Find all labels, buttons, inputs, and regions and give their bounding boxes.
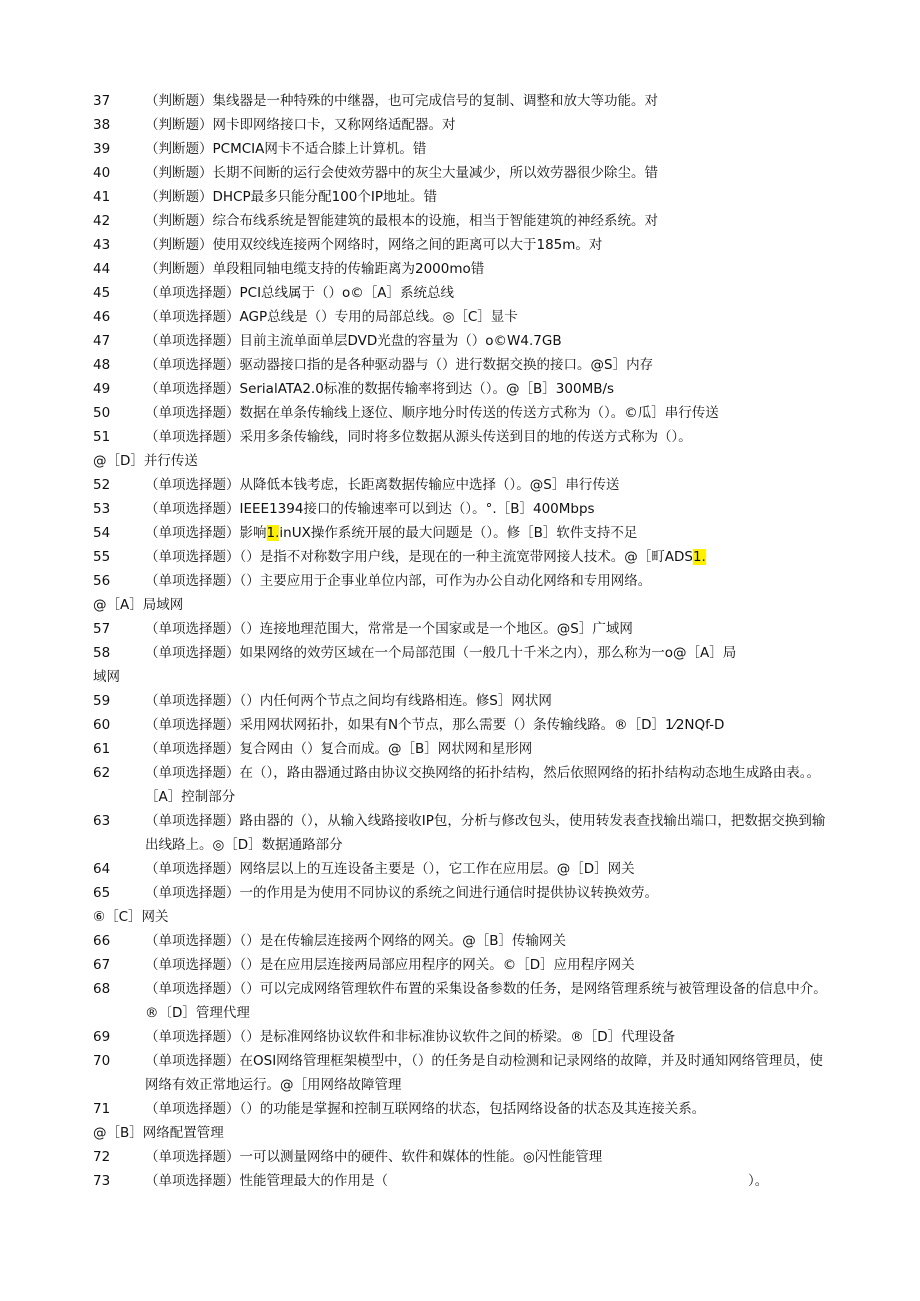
question-text: （单项选择题）在OSI网络管理框架模型中，（）的任务是自动检测和记录网络的故障，并及时通知网络管理员，使网络有效正常地运行。@［用网络故障管理 [145,1053,823,1093]
highlighted-text: 1. [692,549,706,565]
question-text: （单项选择题）网络层以上的互连设备主要是（），它工作在应用层。@［D］网关 [145,861,635,877]
question-text: （单项选择题）如果网络的效劳区域在一个局部范围（一般几十千米之内），那么称为一o@［A］局 [145,645,737,661]
question-number: 51 [93,429,111,445]
question-item [93,1145,828,1169]
question-item [93,569,828,593]
question-number: 62 [93,765,111,781]
question-text: （单项选择题）复合网由（）复合而成。@［B］网状网和星形网 [145,741,533,757]
question-number: 68 [93,981,111,997]
question-item [93,521,828,545]
answer-continuation: ⑥［C］网关 [93,909,169,925]
question-text: （单项选择题）（）是在传输层连接两个网络的网关。@［B］传输网关 [145,933,567,949]
question-number: 38 [93,117,111,133]
question-item [93,161,828,185]
question-item [93,1097,828,1121]
question-text: （单项选择题）采用多条传输线，同时将多位数据从源头传送到目的地的传送方式称为（）。 [145,429,692,445]
question-item [93,1025,828,1049]
question-number: 45 [93,285,111,301]
question-item [93,857,828,881]
question-text [145,525,637,541]
question-item [93,1049,828,1097]
question-number: 66 [93,933,111,949]
question-number: 65 [93,885,111,901]
question-text: （单项选择题）AGP总线是（）专用的局部总线。◎［C］显卡 [145,309,518,325]
question-item [93,809,828,857]
question-item [93,209,828,233]
highlighted-text: 1. [266,525,280,541]
text-segment: （单项选择题）影响 [145,525,267,541]
question-text: （单项选择题）路由器的（），从输入线路接收IP包，分析与修改包头，使用转发表查找输出端口，把数据交换到输出线路上。◎［D］数据通路部分 [145,813,826,853]
question-number: 44 [93,261,111,277]
question-item [93,353,828,377]
question-text: （单项选择题）驱动器接口指的是各种驱动器与（）进行数据交换的接口。@S］内存 [145,357,654,373]
question-number: 37 [93,93,111,109]
question-text: （单项选择题）一的作用是为使用不同协议的系统之间进行通信时提供协议转换效劳。 [145,885,658,901]
question-item [93,929,828,953]
question-item [93,1169,828,1193]
question-text: （判断题）综合布线系统是智能建筑的最根本的设施，相当于智能建筑的神经系统。对 [145,213,658,229]
question-number: 73 [93,1173,111,1189]
question-text: （单项选择题）从降低本钱考虑，长距离数据传输应中选择（）。@S］串行传送 [145,477,620,493]
question-item [93,329,828,353]
question-number: 67 [93,957,111,973]
question-item [93,977,828,1025]
text-segment: inUX操作系统开展的最大问题是（）。修［B］软件支持不足 [279,525,638,541]
question-number: 43 [93,237,111,253]
question-number: 54 [93,525,111,541]
question-text [145,1173,768,1189]
answer-continuation: 域网 [93,669,120,685]
question-item [93,545,828,569]
question-number: 57 [93,621,111,637]
question-number: 60 [93,717,111,733]
question-item [93,761,828,809]
question-text: （单项选择题）数据在单条传输线上逐位、顺序地分时传送的传送方式称为（）。©瓜］串行传送 [145,405,719,421]
question-number: 56 [93,573,111,589]
question-number: 52 [93,477,111,493]
question-item [93,497,828,521]
question-number: 71 [93,1101,111,1117]
question-text: （单项选择题）（）内任何两个节点之间均有线路相连。修S］网状网 [145,693,552,709]
question-number: 41 [93,189,111,205]
question-item [93,377,828,401]
question-number: 64 [93,861,111,877]
question-number: 63 [93,813,111,829]
question-text: （单项选择题）目前主流单面单层DVD光盘的容量为（）o©W4.7GB [145,333,562,349]
question-number: 47 [93,333,111,349]
question-item [93,737,828,761]
question-number: 59 [93,693,111,709]
question-text: （判断题）单段粗同轴电缆支持的传输距离为2000mo错 [145,261,485,277]
question-number: 39 [93,141,111,157]
answer-continuation: @［B］网络配置管理 [93,1125,224,1141]
question-text: （单项选择题）在（），路由器通过路由协议交换网络的拓扑结构，然后依照网络的拓扑结构动态地生成路由表。。［A］控制部分 [145,765,820,805]
question-text: （判断题）长期不间断的运行会使效劳器中的灰尘大量减少，所以效劳器很少除尘。错 [145,165,658,181]
question-item [93,713,828,737]
question-number: 48 [93,357,111,373]
question-text: （单项选择题）采用网状网拓扑，如果有N个节点，那么需要（）条传输线路。®［D］1⁄2NQf-D [145,717,725,733]
question-item [93,473,828,497]
question-text: （单项选择题）（）的功能是掌握和控制互联网络的状态，包括网络设备的状态及其连接关系。 [145,1101,706,1117]
question-item [93,305,828,329]
question-text: （单项选择题）（）可以完成网络管理软件布置的采集设备参数的任务，是网络管理系统与被管理设备的信息中介。®〔D］管理代理 [145,981,827,1021]
text-segment: ）。 [748,1173,769,1189]
question-text: （单项选择题）一可以测量网络中的硬件、软件和媒体的性能。◎闪性能管理 [145,1149,603,1165]
question-number: 58 [93,645,111,661]
question-item [93,89,828,113]
question-number: 53 [93,501,111,517]
question-text: （单项选择题）PCI总线属于（）o©［A］系统总线 [145,285,455,301]
question-item [93,689,828,713]
question-number: 46 [93,309,111,325]
question-item [93,617,828,641]
question-item [93,953,828,977]
answer-continuation: @［D］并行传送 [93,453,198,469]
question-item [93,113,828,137]
question-text: （单项选择题）（）主要应用于企事业单位内部，可作为办公自动化网络和专用网络。 [145,573,652,589]
question-text: （判断题）DHCP最多只能分配100个IP地址。错 [145,189,438,205]
question-text: （单项选择题）IEEE1394接口的传输速率可以到达（）。°.［B］400Mbps [145,501,595,517]
question-text: （单项选择题）SerialATA2.0标准的数据传输率将到达（）。@［B］300MB/s [145,381,615,397]
question-item [93,185,828,209]
question-text [145,549,706,565]
question-text: （判断题）网卡即网络接口卡，又称网络适配器。对 [145,117,456,133]
question-item [93,641,828,665]
question-number: 55 [93,549,111,565]
document-body [93,89,828,1193]
question-number: 70 [93,1053,111,1069]
question-number: 50 [93,405,111,421]
question-number: 49 [93,381,111,397]
question-number: 61 [93,741,111,757]
question-text: （单项选择题）（）连接地理范围大，常常是一个国家或是一个地区。@S］广域网 [145,621,633,637]
question-number: 40 [93,165,111,181]
question-text: （单项选择题）（）是标准网络协议软件和非标准协议软件之间的桥梁。®［D］代理设备 [145,1029,676,1045]
question-item [93,233,828,257]
answer-continuation: @［A］局域网 [93,597,184,613]
question-number: 42 [93,213,111,229]
question-item [93,137,828,161]
question-item [93,257,828,281]
question-item [93,281,828,305]
question-number: 69 [93,1029,111,1045]
text-segment: （单项选择题）（）是指不对称数字用户线，是现在的一种主流宽带网接人技术。@［町ADS [145,549,693,565]
text-segment: （单项选择题）性能管理最大的作用是（ [145,1173,388,1189]
question-text: （判断题）集线器是一种特殊的中继器，也可完成信号的复制、调整和放大等功能。对 [145,93,658,109]
question-item [93,401,828,425]
question-text: （判断题）使用双绞线连接两个网络时，网络之间的距离可以大于185m。对 [145,237,603,253]
question-number: 72 [93,1149,111,1165]
question-text: （判断题）PCMCIA网卡不适合膝上计算机。错 [145,141,427,157]
question-text: （单项选择题）（）是在应用层连接两局部应用程序的网关。©［D］应用程序网关 [145,957,635,973]
question-item [93,425,828,449]
question-item [93,881,828,905]
